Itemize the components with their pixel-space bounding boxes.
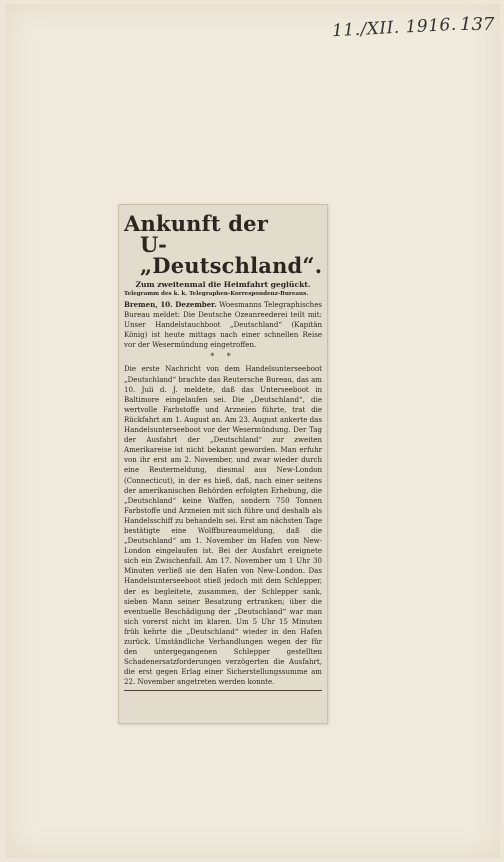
dateline: Telegramm des k. k. Telegraphen-Korrespondenz-Bureaus. [124, 291, 309, 297]
handwritten-date: 11./XII. 1916. [331, 14, 458, 42]
headline-line-1: Ankunft der [124, 211, 269, 236]
separator: * * [210, 352, 236, 362]
handwritten-page-number: 137 [460, 14, 495, 35]
article-paragraph-2: Die erste Nachricht von dem Handelsunterseeboot „Deutschland“ brachte das Reutersche Bureau, das am 10. Juli d. J. meldete, daß das Unterseeboot in Baltimore eingelaufen sei. Die „Deutschland“, die wertvolle Farbstoffe und Arzneien führte, trat die Rückfahrt am 1. August an. Am 23. August ankerte das Handelsunterseeboot vor der Wesermündung. Der Tag der Ausfahrt der „Deutschland“ zur zweiten Amerikareise ist nicht bekannt geworden. Man erfuhr von ihr erst am 2. November, und zwar wieder durch eine Reutermeldung, diesmal aus New-London (Connecticut), in der es hieß, daß, nach einer seitens der amerikanischen Behörden erfolgten Erhebung, die „Deutschland“ keine Waffen, sondern 750 Tonnen Farbstoffe und Arzneien mit sich führe und deshalb als Handelsschiff zu behandeln sei. Erst am nächsten Tage bestätigte eine Wolffbureaumeldung, daß die „Deutschland“ am 1. November im Hafen von New-London eingelaufen ist. Bei der Ausfahrt ereignete sich ein Zwischenfall. Am 17. November um 1 Uhr 30 Minuten verließ sie den Hafen von New-London. Das Handelsunterseeboot stieß jedoch mit dem Schlepper, der es begleitete, zusammen, der Schlepper sank, sieben Mann seiner Besatzung ertranken; über die eventuelle Beschädigung der „Deutschland“ war man sich vorerst nicht im klaren. Um 5 Uhr 15 Minuten früh kehrte die „Deutschland“ wieder in den Hafen zurück. Umständliche Verhandlungen wegen der für den untergegangenen Schlepper gestellten Schadenersatzforderungen verzögerten die Ausfahrt, die erst gegen Erlag einer Sicherstellungssumme am 22. November angetreten werden konnte. [124, 364, 322, 687]
subheadline: Zum zweitenmal die Heimfahrt geglückt. [135, 280, 311, 289]
bottom-rule [124, 690, 322, 691]
paragraph-lead: Bremen, 10. Dezember. [124, 300, 217, 309]
headline-line-2: U-„Deutschland“. [140, 232, 323, 278]
headline [124, 213, 322, 276]
article-paragraph-1 [124, 300, 322, 350]
newspaper-clipping [118, 204, 328, 724]
paragraph-1-text: Woesmanns Telegraphisches Bureau meldet: Die Deutsche Ozeanreederei teilt mit: Unser Handelstauchboot „Deutschland“ (Kapitän König) ist heute mittags nach einer schnellen Reise vor der Wesermündung eingetroffen. [124, 300, 322, 350]
